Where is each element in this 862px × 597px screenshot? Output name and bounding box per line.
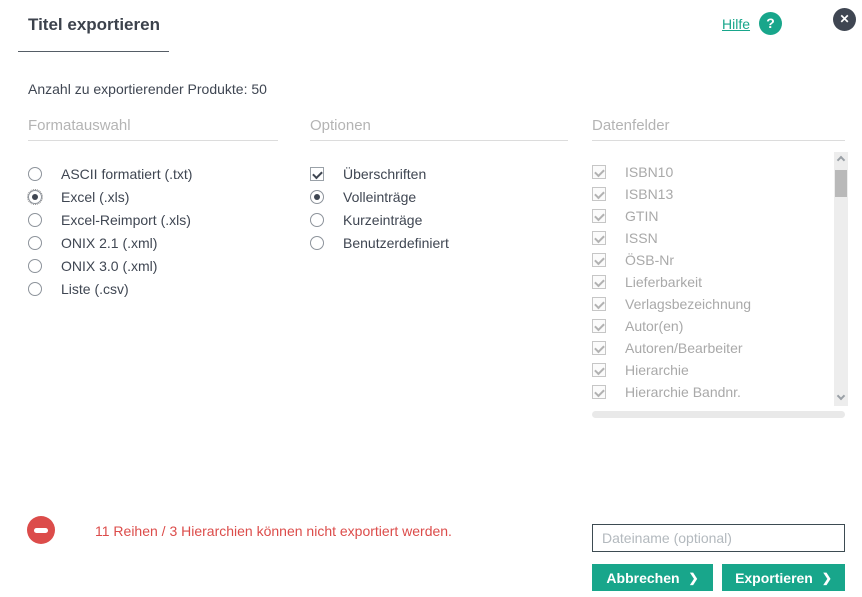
option-label: Kurzeinträge [343,211,423,228]
filename-input[interactable] [592,524,845,552]
option-label: Benutzerdefiniert [343,234,449,251]
checkbox-control [592,253,606,267]
checkbox-control [592,363,606,377]
checkbox-option-lieferbarkeit [592,271,832,293]
checkbox-option-autoren-bearbeiter [592,337,832,359]
option-label: ISSN [625,230,658,246]
radio-option-liste-csv[interactable] [28,277,298,300]
vertical-scrollbar[interactable] [834,152,848,406]
checkbox-control [592,275,606,289]
checkbox-control [592,385,606,399]
radio-option-excel-xls[interactable] [28,185,298,208]
datafields-checkbox-list [592,152,832,406]
cancel-button-label: Abbrechen [606,569,680,586]
radio-control[interactable] [28,259,42,273]
radio-option-ascii-formatiert-txt[interactable] [28,162,298,185]
radio-option-onix-3-0-xml[interactable] [28,254,298,277]
checkbox-option-hierarchie-bandnr [592,381,832,403]
cancel-button[interactable] [592,564,713,591]
checkbox-option-isbn13 [592,183,832,205]
format-section-header: Formatauswahl [28,117,278,141]
radio-control[interactable] [310,190,324,204]
help-link[interactable]: Hilfe [722,16,751,32]
close-icon[interactable]: ✕ [833,8,856,31]
checkbox-option-überschriften[interactable] [310,162,580,185]
checkbox-option-verlagsbezeichnung [592,293,832,315]
page-title: Titel exportieren [28,15,160,34]
checkbox-control [592,319,606,333]
options-group [310,162,580,254]
checkbox-option-autor-en [592,315,832,337]
option-label: Volleinträge [343,188,417,205]
radio-control[interactable] [310,236,324,250]
option-label: ONIX 3.0 (.xml) [61,257,158,274]
scroll-up-icon[interactable] [837,156,845,164]
export-button[interactable] [722,564,845,591]
title-underline [18,51,169,52]
scrollbar-thumb[interactable] [835,170,847,197]
product-count-text: Anzahl zu exportierender Produkte: 50 [28,81,267,97]
radio-option-volleinträge[interactable] [310,185,580,208]
option-label: Überschriften [343,165,427,182]
checkbox-control [592,187,606,201]
option-label: Verlagsbezeichnung [625,296,752,312]
export-button-label: Exportieren [735,569,813,586]
option-label: ÖSB-Nr [625,252,674,268]
option-label: Excel (.xls) [61,188,130,205]
chevron-right-icon: ❯ [688,570,699,585]
option-label: Excel-Reimport (.xls) [61,211,191,228]
checkbox-control [592,165,606,179]
question-mark-icon[interactable]: ? [759,12,782,35]
checkbox-option-isbn10 [592,161,832,183]
options-section-header: Optionen [310,117,568,141]
checkbox-control[interactable] [310,167,324,181]
checkbox-option-hierarchie [592,359,832,381]
checkbox-control [592,341,606,355]
checkbox-control [592,209,606,223]
warning-text: 11 Reihen / 3 Hierarchien können nicht exportiert werden. [95,523,452,539]
radio-option-benutzerdefiniert[interactable] [310,231,580,254]
scroll-down-icon[interactable] [837,392,845,400]
horizontal-scrollbar[interactable] [592,411,845,418]
radio-option-excel-reimport-xls[interactable] [28,208,298,231]
option-label: Hierarchie [625,362,689,378]
radio-control[interactable] [28,282,42,296]
option-label: ASCII formatiert (.txt) [61,165,193,182]
checkbox-control [592,297,606,311]
checkbox-control [592,231,606,245]
format-radio-group [28,162,298,300]
minus-circle-icon [27,516,55,544]
checkbox-option-gtin [592,205,832,227]
radio-option-kurzeinträge[interactable] [310,208,580,231]
option-label: Lieferbarkeit [625,274,703,290]
datafields-section-header: Datenfelder [592,117,845,141]
radio-control[interactable] [310,213,324,227]
option-label: Liste (.csv) [61,280,129,297]
radio-control[interactable] [28,190,42,204]
option-label: GTIN [625,208,659,224]
option-label: ISBN10 [625,164,674,180]
chevron-right-icon: ❯ [821,570,832,585]
radio-control[interactable] [28,167,42,181]
option-label: ISBN13 [625,186,674,202]
radio-control[interactable] [28,236,42,250]
checkbox-option-issn [592,227,832,249]
radio-control[interactable] [28,213,42,227]
option-label: Autoren/Bearbeiter [625,340,743,356]
option-label: ONIX 2.1 (.xml) [61,234,158,251]
checkbox-option-ösb-nr [592,249,832,271]
option-label: Autor(en) [625,318,684,334]
option-label: Hierarchie Bandnr. [625,384,741,400]
radio-option-onix-2-1-xml[interactable] [28,231,298,254]
